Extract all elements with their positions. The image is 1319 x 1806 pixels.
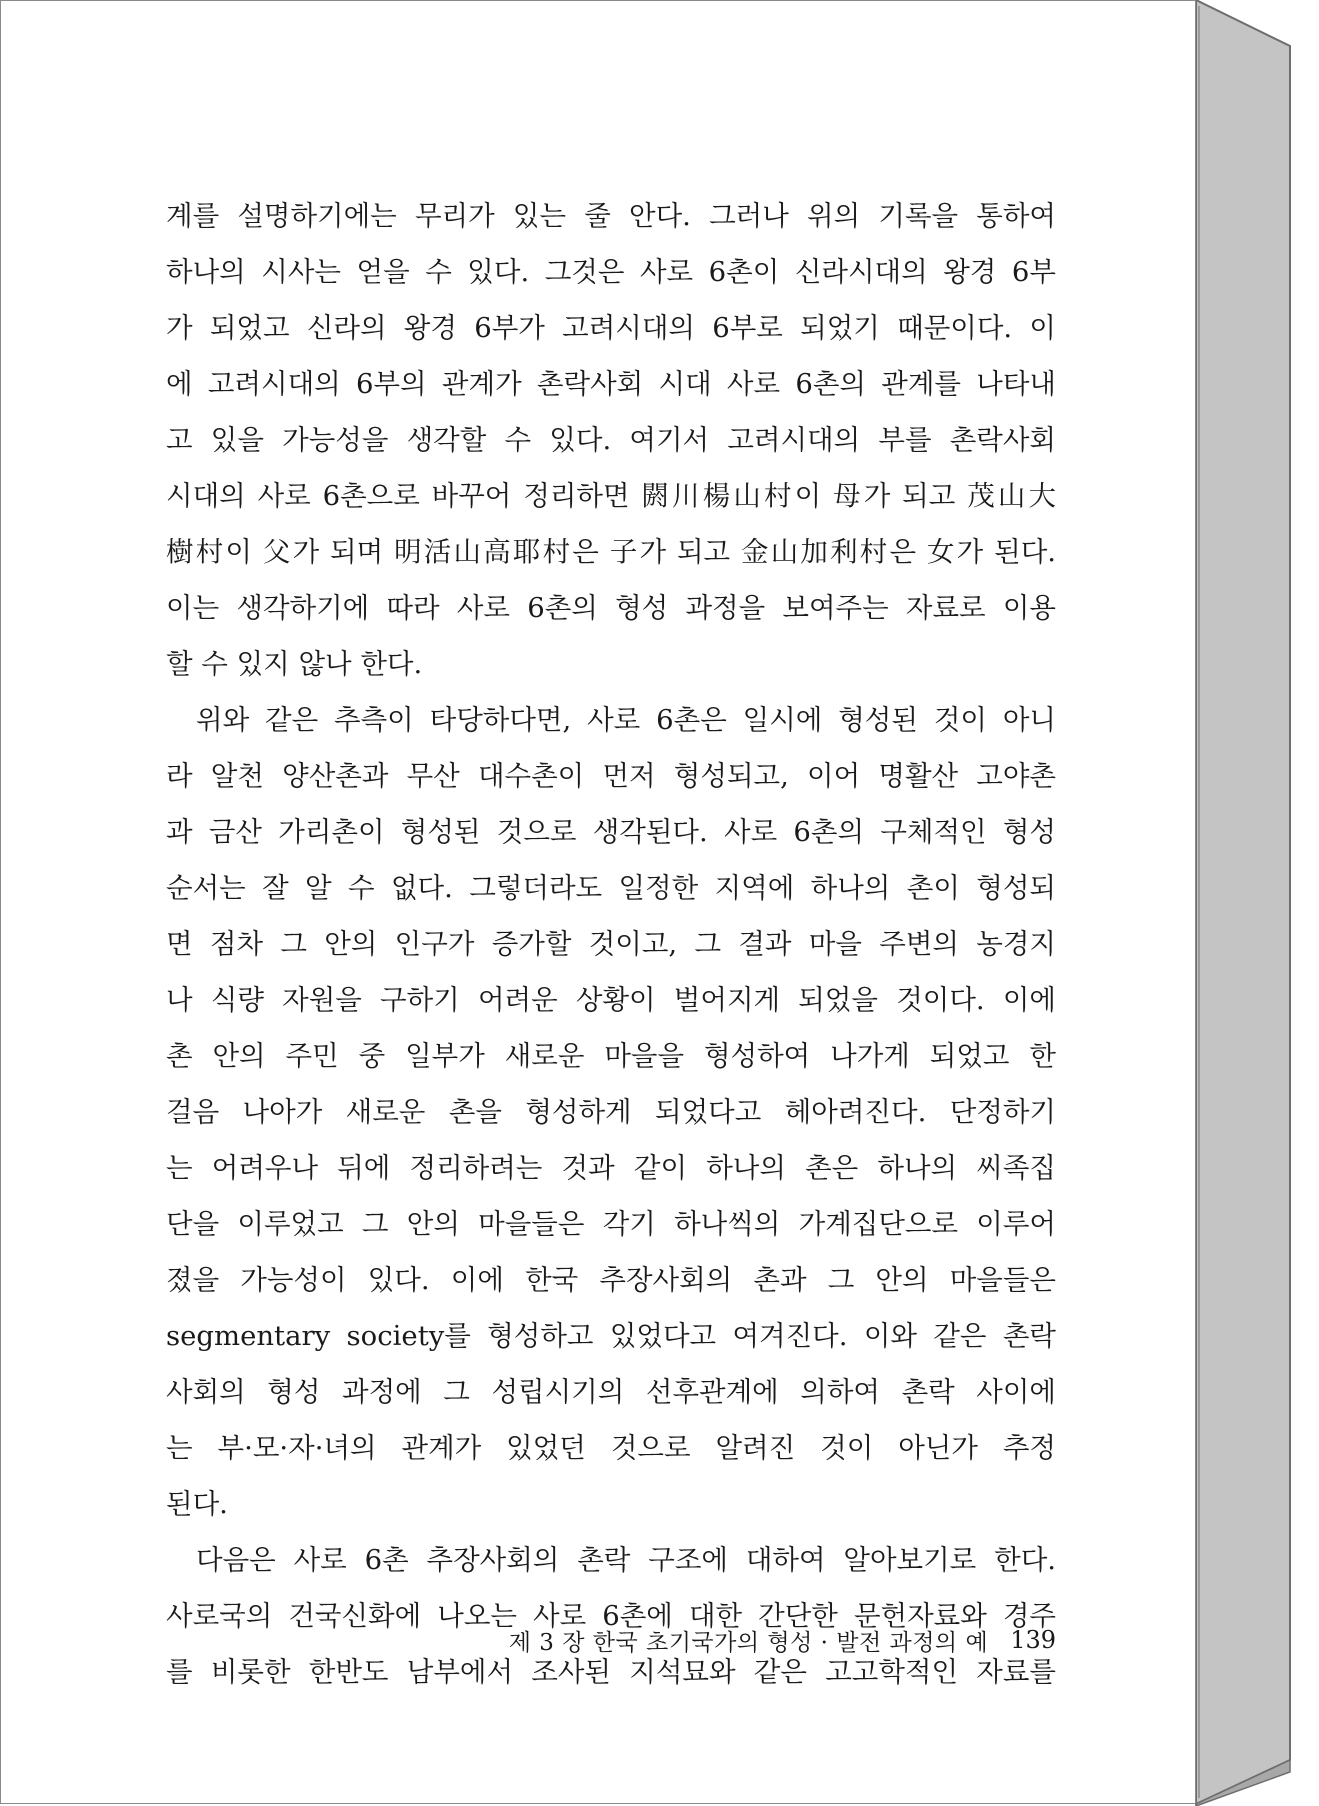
running-head: 제 3 장 한국 초기국가의 형성 · 발전 과정의 예	[508, 1629, 989, 1656]
text-line-paragraph-end: 된다.	[166, 1488, 228, 1520]
text-line: 가 되었고 신라의 왕경 6부가 고려시대의 6부로 되었기 때문이다. 이	[166, 312, 1056, 344]
text-line: segmentary society를 형성하고 있었다고 여겨진다. 이와 같은 촌락	[166, 1320, 1056, 1352]
body-text	[166, 188, 1056, 1700]
book-edge-side	[1196, 0, 1290, 1804]
text-line: 단을 이루었고 그 안의 마을들은 각기 하나씩의 가계집단으로 이루어	[166, 1208, 1056, 1240]
text-line: 걸음 나아가 새로운 촌을 형성하게 되었다고 헤아려진다. 단정하기	[166, 1096, 1056, 1128]
text-line: 졌을 가능성이 있다. 이에 한국 추장사회의 촌과 그 안의 마을들은	[166, 1264, 1056, 1296]
text-line: 사로국의 건국신화에 나오는 사로 6촌에 대한 간단한 문헌자료와 경주	[166, 1600, 1056, 1632]
text-line: 이는 생각하기에 따라 사로 6촌의 형성 과정을 보여주는 자료로 이용	[166, 592, 1056, 624]
text-line-paragraph-start: 다음은 사로 6촌 추장사회의 촌락 구조에 대하여 알아보기로 한다.	[196, 1544, 1056, 1576]
text-line: 고 있을 가능성을 생각할 수 있다. 여기서 고려시대의 부를 촌락사회	[166, 424, 1056, 456]
text-line: 과 금산 가리촌이 형성된 것으로 생각된다. 사로 6촌의 구체적인 형성	[166, 816, 1056, 848]
text-line: 를 비롯한 한반도 남부에서 조사된 지석묘와 같은 고고학적인 자료를	[166, 1656, 1056, 1688]
page-footer	[500, 1620, 1056, 1660]
text-line: 시대의 사로 6촌으로 바꾸어 정리하면 閼川楊山村이 母가 되고 茂山大	[166, 480, 1056, 512]
text-line: 사회의 형성 과정에 그 성립시기의 선후관계에 의하여 촌락 사이에	[166, 1376, 1056, 1408]
text-line: 하나의 시사는 얻을 수 있다. 그것은 사로 6촌이 신라시대의 왕경 6부	[166, 256, 1056, 288]
text-line: 촌 안의 주민 중 일부가 새로운 마을을 형성하여 나가게 되었고 한	[166, 1040, 1056, 1072]
text-line-paragraph-start: 위와 같은 추측이 타당하다면, 사로 6촌은 일시에 형성된 것이 아니	[196, 704, 1056, 736]
text-line: 계를 설명하기에는 무리가 있는 줄 안다. 그러나 위의 기록을 통하여	[166, 200, 1056, 232]
text-line: 면 점차 그 안의 인구가 증가할 것이고, 그 결과 마을 주변의 농경지	[166, 928, 1056, 960]
page-number: 139	[1010, 1626, 1056, 1654]
text-line: 나 식량 자원을 구하기 어려운 상황이 벌어지게 되었을 것이다. 이에	[166, 984, 1056, 1016]
text-line: 에 고려시대의 6부의 관계가 촌락사회 시대 사로 6촌의 관계를 나타내	[166, 368, 1056, 400]
text-line-paragraph-end: 할 수 있지 않나 한다.	[166, 648, 423, 680]
text-line: 樹村이 父가 되며 明活山高耶村은 子가 되고 金山加利村은 女가 된다.	[166, 536, 1056, 568]
text-line: 순서는 잘 알 수 없다. 그렇더라도 일정한 지역에 하나의 촌이 형성되	[166, 872, 1056, 904]
text-line: 는 부·모·자·녀의 관계가 있었던 것으로 알려진 것이 아닌가 추정	[166, 1432, 1056, 1464]
text-line: 는 어려우나 뒤에 정리하려는 것과 같이 하나의 촌은 하나의 씨족집	[166, 1152, 1056, 1184]
text-line: 라 알천 양산촌과 무산 대수촌이 먼저 형성되고, 이어 명활산 고야촌	[166, 760, 1056, 792]
